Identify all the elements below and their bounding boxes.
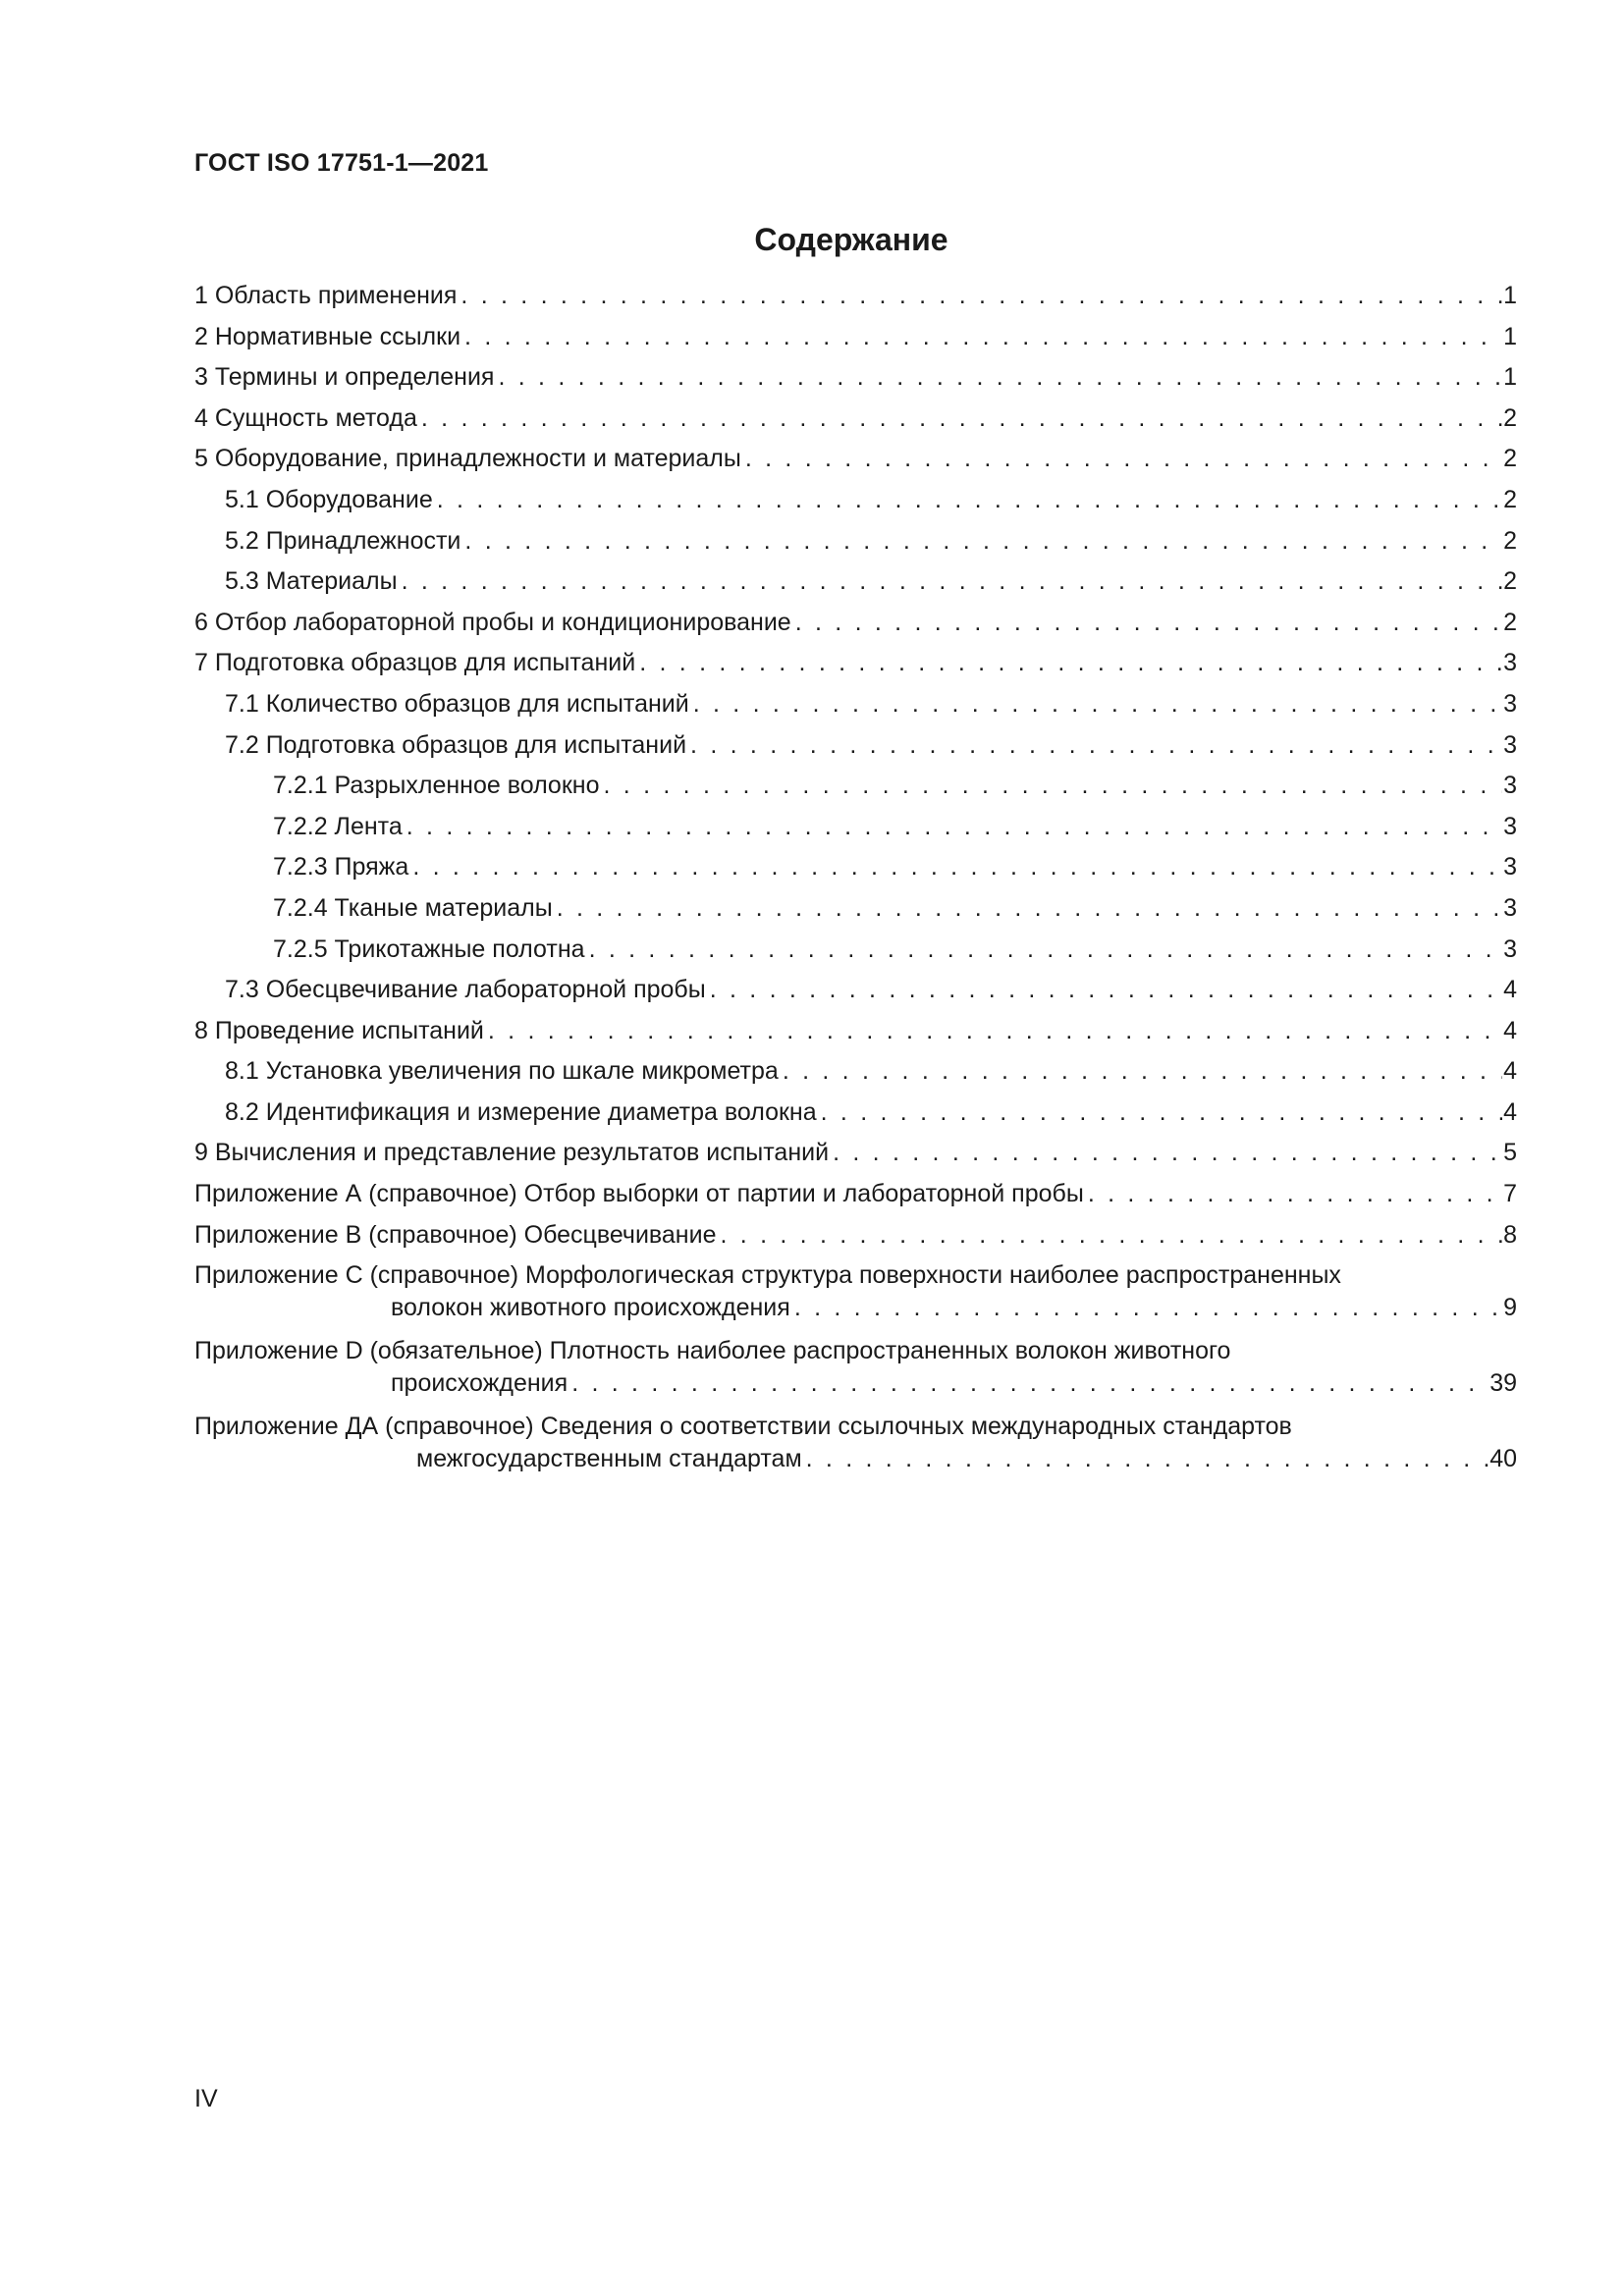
toc-entry[interactable] bbox=[194, 607, 1517, 648]
toc-entry-page: 40 bbox=[1489, 1445, 1517, 1473]
toc-entry-label: 7.1 Количество образцов для испытаний bbox=[225, 689, 689, 718]
toc-entry-label: 8.1 Установка увеличения по шкале микрометра bbox=[225, 1057, 779, 1086]
toc-entry-page: 7 bbox=[1503, 1180, 1517, 1208]
table-of-contents bbox=[194, 280, 1517, 1486]
toc-entry[interactable] bbox=[194, 1219, 1517, 1260]
document-header: ГОСТ ISO 17751-1—2021 bbox=[194, 149, 489, 177]
toc-entry[interactable] bbox=[194, 443, 1517, 484]
toc-entry-page: 2 bbox=[1503, 608, 1517, 636]
toc-entry-page: 3 bbox=[1503, 853, 1517, 881]
toc-entry[interactable] bbox=[194, 770, 1517, 811]
toc-entry-page: 1 bbox=[1503, 282, 1517, 309]
toc-entry[interactable] bbox=[194, 892, 1517, 934]
toc-entry[interactable] bbox=[194, 1015, 1517, 1056]
toc-entry-page: 3 bbox=[1503, 772, 1517, 800]
toc-entry-page: 3 bbox=[1503, 730, 1517, 759]
toc-entry-page: 2 bbox=[1503, 445, 1517, 473]
page-number: IV bbox=[194, 2085, 218, 2112]
toc-entry-label: 7.2 Подготовка образцов для испытаний bbox=[225, 730, 687, 759]
toc-entry-page: 8 bbox=[1503, 1220, 1517, 1249]
toc-entry-label: 1 Область применения bbox=[194, 282, 458, 309]
toc-title: Содержание bbox=[754, 222, 948, 257]
toc-entry-page: 4 bbox=[1503, 1057, 1517, 1086]
toc-entry-page: 4 bbox=[1503, 1016, 1517, 1044]
toc-entry[interactable] bbox=[194, 1178, 1517, 1219]
toc-entry-label: 5.3 Материалы bbox=[225, 567, 398, 596]
toc-entry-label: 6 Отбор лабораторной пробы и кондиционирование bbox=[194, 608, 791, 636]
toc-entry-page: 3 bbox=[1503, 689, 1517, 718]
toc-entry-page: 5 bbox=[1503, 1139, 1517, 1167]
toc-entry-page: 2 bbox=[1503, 403, 1517, 432]
toc-entry[interactable] bbox=[194, 361, 1517, 402]
toc-entry-label: 3 Термины и определения bbox=[194, 363, 495, 392]
toc-entry-page: 1 bbox=[1503, 363, 1517, 392]
toc-entry-label: 7.2.1 Разрыхленное волокно bbox=[273, 772, 600, 800]
toc-entry-label-continued: межгосударственным стандартам bbox=[416, 1445, 802, 1473]
toc-entry[interactable] bbox=[194, 1055, 1517, 1096]
toc-entry-label: 7.3 Обесцвечивание лабораторной пробы bbox=[225, 976, 706, 1004]
toc-entry[interactable] bbox=[194, 484, 1517, 525]
toc-entry-label: 9 Вычисления и представление результатов испытаний bbox=[194, 1139, 830, 1167]
toc-entry[interactable] bbox=[194, 1096, 1517, 1138]
toc-entry-page: 2 bbox=[1503, 526, 1517, 555]
toc-entry-label: 7.2.4 Тканые материалы bbox=[273, 893, 553, 922]
toc-entry[interactable] bbox=[194, 321, 1517, 362]
toc-entry[interactable] bbox=[194, 1259, 1517, 1335]
toc-entry-label: 5.1 Оборудование bbox=[225, 485, 433, 513]
toc-entry[interactable] bbox=[194, 565, 1517, 607]
toc-entry-page: 2 bbox=[1503, 567, 1517, 596]
toc-entry[interactable] bbox=[194, 1137, 1517, 1178]
toc-entry-label: 7 Подготовка образцов для испытаний bbox=[194, 649, 636, 677]
toc-entry[interactable] bbox=[194, 647, 1517, 688]
toc-entry-page: 1 bbox=[1503, 322, 1517, 350]
toc-entry-label: 7.2.5 Трикотажные полотна bbox=[273, 934, 585, 963]
toc-entry-page: 9 bbox=[1503, 1294, 1517, 1322]
toc-entry-page: 3 bbox=[1503, 649, 1517, 677]
toc-entry[interactable] bbox=[194, 280, 1517, 321]
toc-entry-label: Приложение С (справочное) Морфологическая структура поверхности наиболее распространенных bbox=[194, 1261, 1341, 1290]
toc-entry-page: 3 bbox=[1503, 812, 1517, 840]
toc-entry[interactable] bbox=[194, 851, 1517, 892]
toc-entry-label: 4 Сущность метода bbox=[194, 403, 417, 432]
toc-entry-label: Приложение А (справочное) Отбор выборки от партии и лабораторной пробы bbox=[194, 1180, 1084, 1208]
toc-entry-label: Приложение В (справочное) Обесцвечивание bbox=[194, 1220, 717, 1249]
toc-entry[interactable] bbox=[194, 729, 1517, 771]
toc-entry[interactable] bbox=[194, 402, 1517, 444]
toc-entry-label-continued: происхождения bbox=[391, 1369, 568, 1398]
toc-entry-label: 8 Проведение испытаний bbox=[194, 1016, 484, 1044]
toc-entry[interactable] bbox=[194, 934, 1517, 975]
toc-entry-page: 3 bbox=[1503, 934, 1517, 963]
toc-entry-page: 2 bbox=[1503, 485, 1517, 513]
toc-entry[interactable] bbox=[194, 974, 1517, 1015]
toc-entry-label: 7.2.2 Лента bbox=[273, 812, 403, 840]
toc-entry-label: 5 Оборудование, принадлежности и материалы bbox=[194, 445, 741, 473]
toc-entry-page: 39 bbox=[1489, 1369, 1517, 1398]
toc-entry[interactable] bbox=[194, 811, 1517, 852]
toc-entry[interactable] bbox=[194, 1335, 1517, 1411]
toc-entry-label: 7.2.3 Пряжа bbox=[273, 853, 409, 881]
toc-entry[interactable] bbox=[194, 1411, 1517, 1486]
toc-entry-page: 3 bbox=[1503, 893, 1517, 922]
toc-entry-label-continued: волокон животного происхождения bbox=[391, 1294, 790, 1322]
toc-entry-label: Приложение D (обязательное) Плотность наиболее распространенных волокон животного bbox=[194, 1337, 1231, 1365]
toc-entry[interactable] bbox=[194, 688, 1517, 729]
toc-entry-label: Приложение ДА (справочное) Сведения о соответствии ссылочных международных стандартов bbox=[194, 1413, 1292, 1441]
toc-entry-label: 2 Нормативные ссылки bbox=[194, 322, 461, 350]
toc-entry-label: 8.2 Идентификация и измерение диаметра волокна bbox=[225, 1097, 817, 1126]
toc-entry-page: 4 bbox=[1503, 1097, 1517, 1126]
toc-entry-label: 5.2 Принадлежности bbox=[225, 526, 461, 555]
toc-entry-page: 4 bbox=[1503, 976, 1517, 1004]
toc-entry[interactable] bbox=[194, 525, 1517, 566]
